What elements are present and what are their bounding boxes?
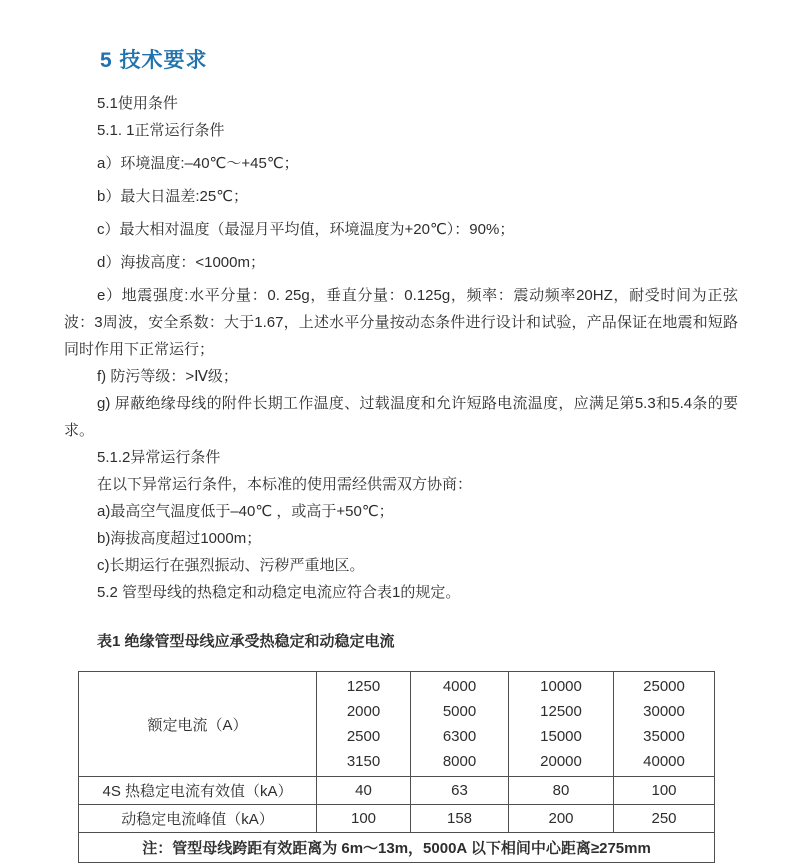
item-c-relative-humidity: c）最大相对温度（最湿月平均值，环境温度为+20℃）：90%； [97,221,515,238]
rated-current-value: 20000 [540,753,582,770]
rated-current-value: 8000 [442,753,477,770]
table-note: 注：管型母线跨距有效距离为 6m～13m，5000A 以下相间中心距离≥275mm [79,833,715,863]
rated-current-value: 30000 [643,703,685,720]
rated-current-value: 2500 [346,728,381,745]
dynamic-current-value: 100 [317,805,411,833]
dynamic-current-value: 158 [411,805,509,833]
rated-current-value: 35000 [643,728,685,745]
rated-current-value: 2000 [346,703,381,720]
abnormal-conditions-intro: 在以下异常运行条件，本标准的使用需经供需双方协商： [97,476,473,493]
rated-current-value: 1250 [346,678,381,695]
rated-current-value: 40000 [643,753,685,770]
thermal-current-label: 4S 热稳定电流有效值（kA） [79,777,317,805]
rated-current-col1 [317,672,411,777]
thermal-current-row [79,777,715,805]
rated-current-col2 [411,672,509,777]
rated-current-value: 10000 [540,678,582,695]
heading-5-2: 5.2 管型母线的热稳定和动稳定电流应符合表1的规定。 [97,584,461,601]
rated-current-value: 5000 [442,703,477,720]
item-e-seismic-strength: e）地震强度:水平分量：0. 25g，垂直分量：0.125g，频率：震动频率20HZ，耐受时间为正弦波：3周波，安全系数：大于1.67，上述水平分量按动态条件进行设计和试验，产品保证在地震和短路同时作用下正常运行； [64,287,738,358]
thermal-current-value: 63 [411,777,509,805]
rated-current-value: 3150 [346,753,381,770]
rated-current-col4 [614,672,715,777]
item-f-pollution-level: f) 防污等级：>Ⅳ级； [97,368,238,385]
section-title: 5 技术要求 [100,49,208,72]
thermal-current-value: 80 [509,777,614,805]
rated-current-value: 6300 [442,728,477,745]
dynamic-current-value: 200 [509,805,614,833]
table-note-row [79,833,715,863]
thermal-current-value: 40 [317,777,411,805]
rated-current-label: 额定电流（A） [79,672,317,777]
rated-current-row [79,672,715,777]
table1-thermal-dynamic-current [78,671,715,863]
abnormal-item-a-air-temperature: a)最高空气温度低于–40℃ ，或高于+50℃； [97,503,394,520]
item-d-altitude: d）海拔高度：<1000m； [97,254,265,271]
item-b-daily-temp-range: b）最大日温差:25℃； [97,188,249,205]
rated-current-value: 25000 [643,678,685,695]
dynamic-current-row [79,805,715,833]
table-caption: 表1 绝缘管型母线应承受热稳定和动稳定电流 [97,633,395,650]
item-g-temperature-limits: g) 屏蔽绝缘母线的附件长期工作温度、过载温度和允许短路电流温度，应满足第5.3和5.4条的要求。 [64,395,738,439]
rated-current-value: 15000 [540,728,582,745]
item-a-ambient-temperature: a）环境温度:–40℃～+45℃； [97,155,299,172]
dynamic-current-value: 250 [614,805,715,833]
abnormal-item-b-altitude: b)海拔高度超过1000m； [97,530,262,547]
rated-current-value: 12500 [540,703,582,720]
rated-current-col3 [509,672,614,777]
heading-5-1: 5.1使用条件 [97,95,178,112]
rated-current-value: 4000 [442,678,477,695]
thermal-current-value: 100 [614,777,715,805]
heading-5-1-1: 5.1. 1正常运行条件 [97,122,225,139]
heading-5-1-2: 5.1.2异常运行条件 [97,449,221,466]
dynamic-current-label: 动稳定电流峰值（kA） [79,805,317,833]
abnormal-item-c-vibration-pollution: c)长期运行在强烈振动、污秽严重地区。 [97,557,365,574]
